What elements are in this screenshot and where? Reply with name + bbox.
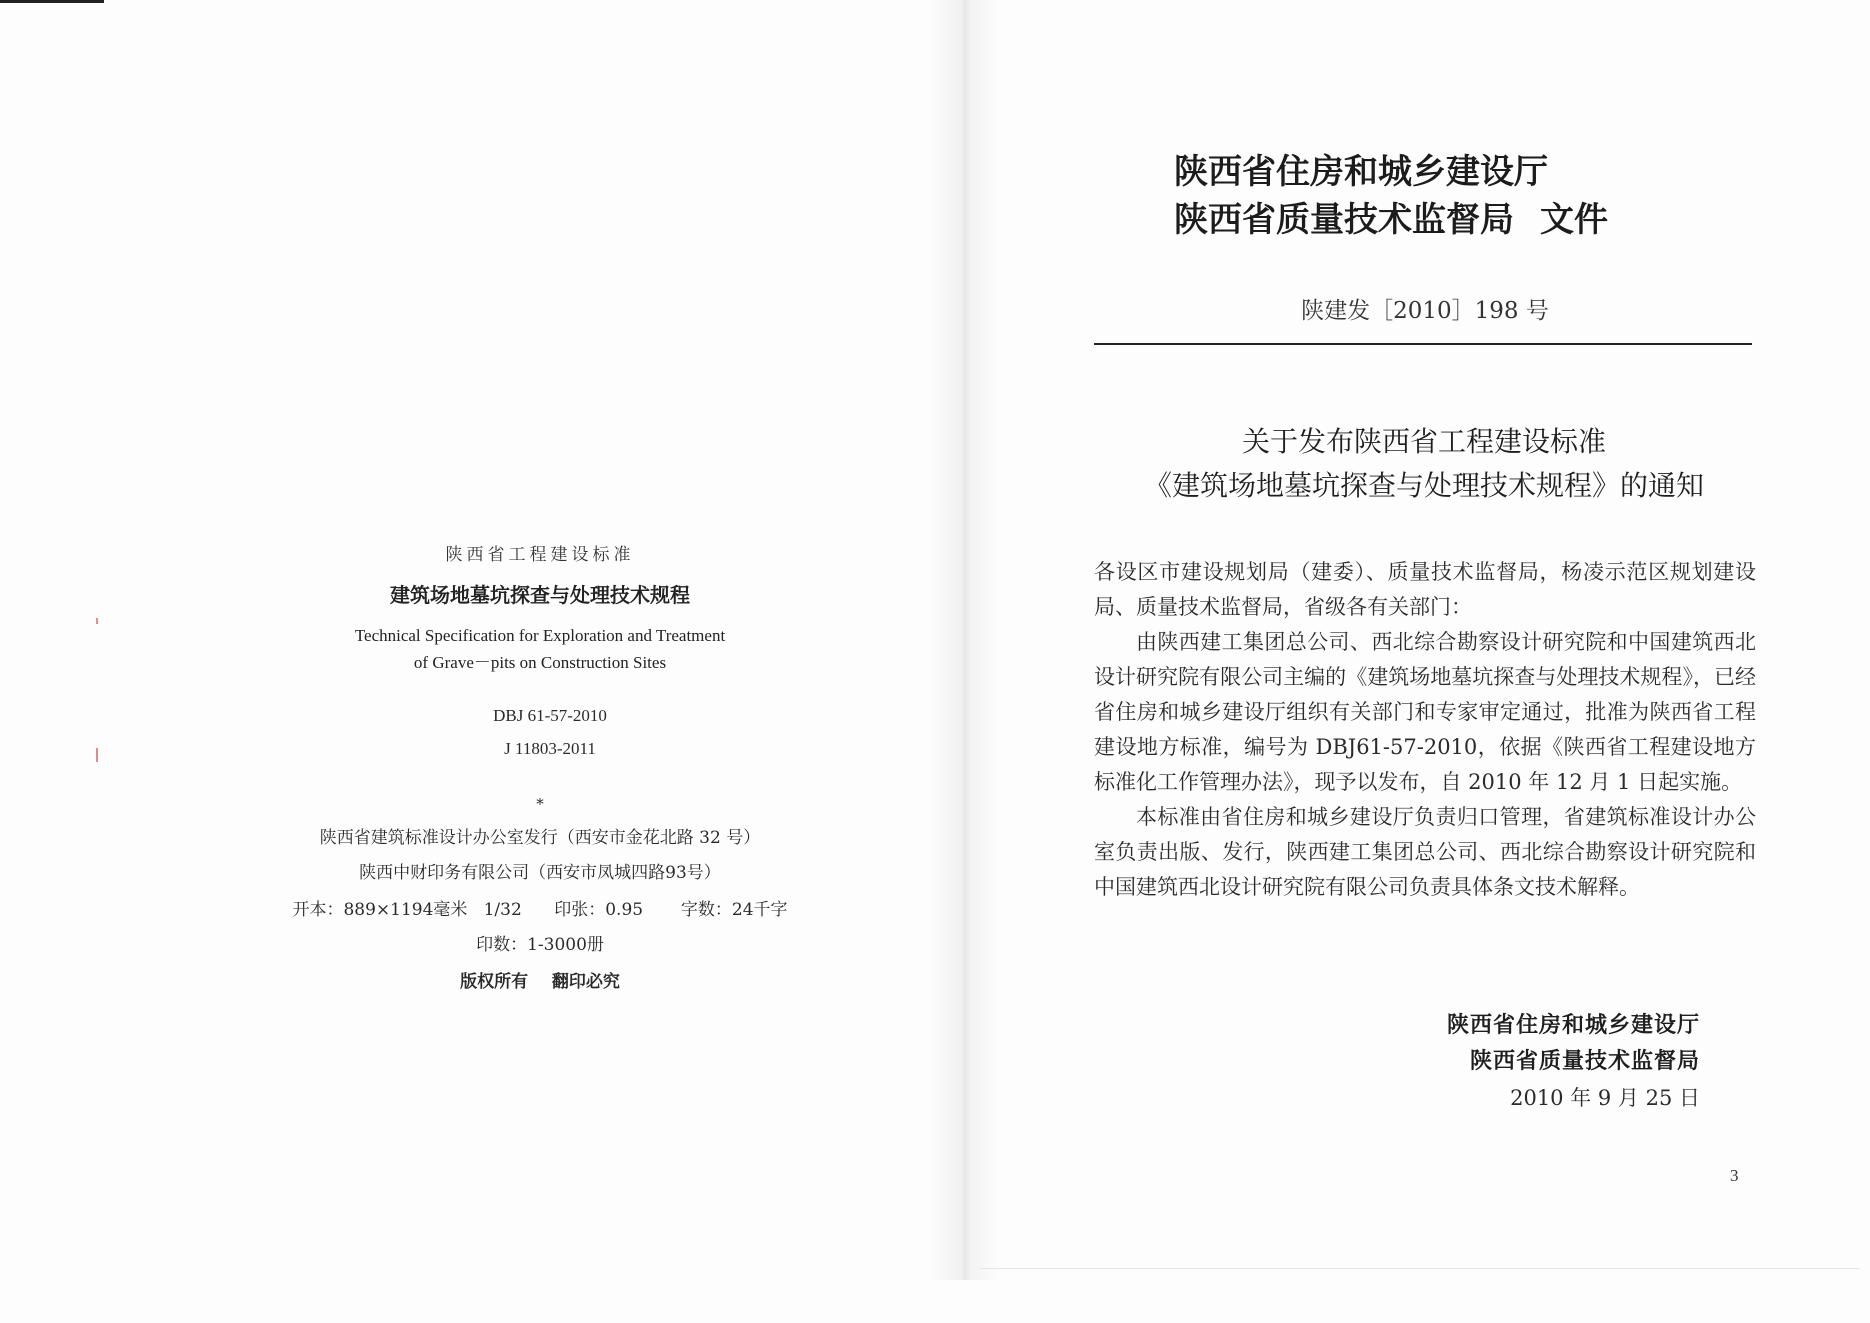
english-title-line: Technical Specification for Exploration and Treatment [354,626,726,645]
standard-title: 建筑场地墓坑探查与处理技术规程 [390,583,690,607]
scan-speck [96,748,98,762]
english-title [220,622,860,676]
english-title-line: of Grave－pits on Construction Sites [413,653,667,672]
copyright-notice: 版权所有 翻印必究 [460,972,620,992]
signature-date: 2010 年 9 月 25 日 [1510,1086,1700,1110]
notice-title-line: 关于发布陕西省工程建设标准 [1241,425,1606,458]
issuer-name: 陕西省质量技术监督局 [1174,200,1514,240]
body-paragraph: 本标准由省住房和城乡建设厅负责归口管理，省建筑标准设计办公室负责出版、发行，陕西建工集团总公司、西北综合勘察设计研究院和中国建筑西北设计研究院有限公司负责具体条文技术解释。 [1094,805,1756,899]
standard-code-dbj: DBJ 61-57-2010 [493,706,607,725]
header-rule [1094,343,1752,345]
issuer-line-2 [1174,196,1608,244]
page-number: 3 [1730,1166,1739,1185]
notice-title [1094,420,1754,508]
signature-org: 陕西省质量技术监督局 [1469,1049,1700,1074]
notice-title-line: 《建筑场地墓坑探查与处理技术规程》的通知 [1143,469,1704,502]
signature-block [1400,1008,1700,1116]
addressee-paragraph: 各设区市建设规划局（建委）、质量技术监督局，杨凌示范区规划建设局、质量技术监督局，省级各有关部门： [1094,560,1756,619]
issuer-line: 陕西省住房和城乡建设厅 [1174,152,1548,192]
scan-speck [96,618,98,624]
print-specs: 开本：889×1194毫米 1/32 印张：0.95 字数：24千字 [292,900,788,920]
page-edge-line [980,1268,1860,1269]
publisher-line: 陕西省建筑标准设计办公室发行（西安市金花北路 32 号） [319,828,761,848]
printer-line: 陕西中财印务有限公司（西安市凤城四路93号） [359,863,721,883]
document-number: 陕建发［2010］198 号 [1301,298,1549,324]
issuing-authorities [1174,148,1608,244]
standard-code-j: J 11803-2011 [504,739,596,758]
signature-org: 陕西省住房和城乡建设厅 [1446,1013,1700,1038]
colophon [220,540,860,992]
page-gutter-shadow [930,0,1000,1280]
separator-star: * [536,795,544,813]
body-paragraph: 由陕西建工集团总公司、西北综合勘察设计研究院和中国建筑西北设计研究院有限公司主编的《建筑场地墓坑探查与处理技术规程》，已经省住房和城乡建设厅组织有关部门和专家审定通过，批准为陕西省工程建设地方标准，编号为 DBJ61-57-2010，依据《陕西省工程建设地方标准化工作管理办法》，现予以发布，自 2010 年 12 月 1 日起实施。 [1094,630,1756,794]
notice-body [1094,555,1756,905]
print-run: 印数：1-3000册 [476,935,604,955]
scan-corner-mark [0,0,104,3]
document-label: 文件 [1540,200,1608,240]
standard-series: 陕西省工程建设标准 [445,545,635,565]
